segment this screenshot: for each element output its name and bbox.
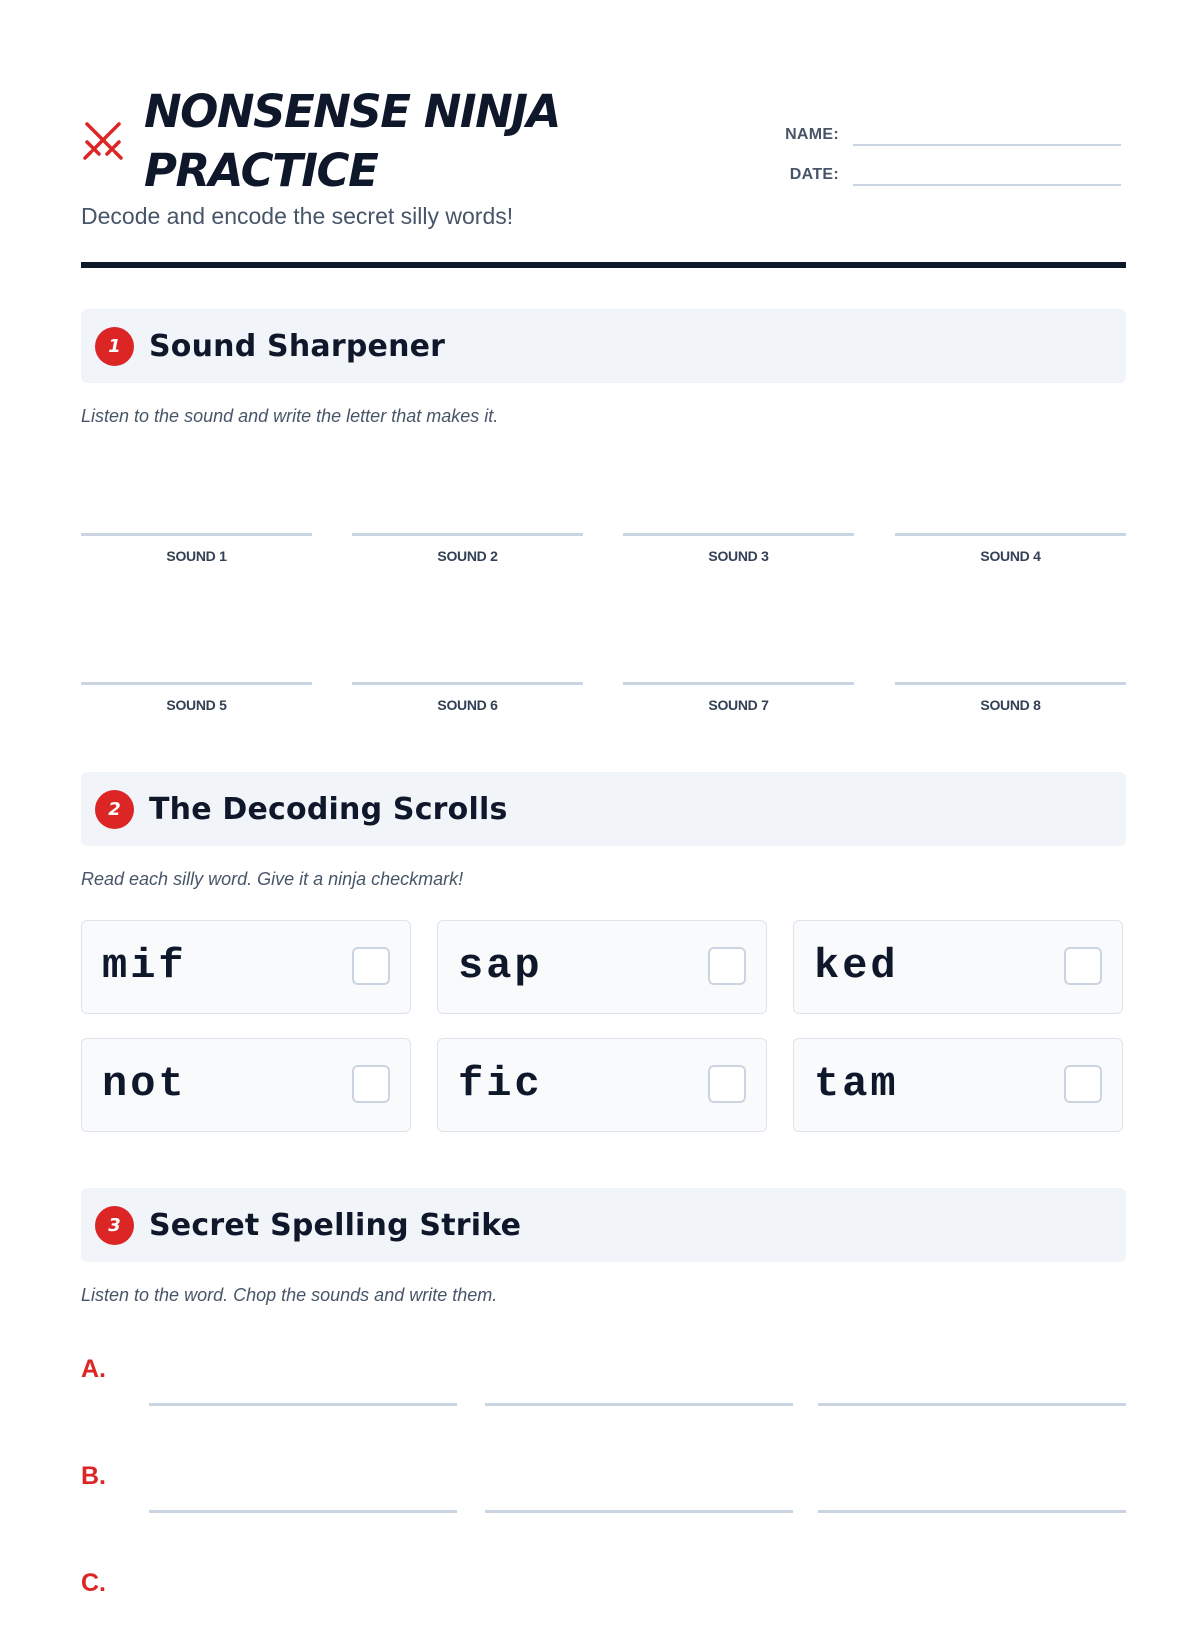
section-3-instruction: Listen to the word. Chop the sounds and write them.	[81, 1285, 498, 1305]
sound-label: SOUND 2	[437, 548, 498, 564]
silly-word: tam	[814, 1060, 899, 1108]
sound-write-line[interactable]	[149, 1510, 457, 1513]
sound-write-line[interactable]	[485, 1510, 793, 1513]
row-letter: B.	[81, 1462, 106, 1490]
sound-write-line[interactable]	[149, 1403, 457, 1406]
sound-label: SOUND 6	[437, 697, 498, 713]
sound-write-line	[895, 533, 1126, 536]
section-3-title: Secret Spelling Strike	[149, 1207, 522, 1243]
sound-label: SOUND 1	[166, 548, 227, 564]
name-label: NAME:	[785, 126, 839, 143]
sound-write-line	[352, 533, 583, 536]
sound-label: SOUND 3	[708, 548, 769, 564]
word-checkbox[interactable]	[1064, 1065, 1102, 1103]
crossed-swords-icon	[81, 118, 125, 162]
word-checkbox[interactable]	[708, 947, 746, 985]
date-label: DATE:	[789, 166, 839, 183]
name-field-row	[785, 122, 1121, 146]
word-card	[437, 920, 767, 1014]
word-card	[437, 1038, 767, 1132]
sound-label: SOUND 5	[166, 697, 227, 713]
section-1-header	[81, 309, 1126, 383]
sound-slot[interactable]	[352, 533, 583, 564]
sound-write-line	[81, 682, 312, 685]
word-checkbox[interactable]	[352, 947, 390, 985]
sound-write-line[interactable]	[485, 1403, 793, 1406]
silly-word: fic	[458, 1060, 543, 1108]
sound-write-line[interactable]	[818, 1510, 1126, 1513]
section-1-number: 1	[95, 327, 134, 366]
sound-slot[interactable]	[352, 682, 583, 713]
section-2-header	[81, 772, 1126, 846]
sound-write-line	[895, 682, 1126, 685]
worksheet-header	[81, 82, 1121, 234]
word-card	[81, 1038, 411, 1132]
word-card	[793, 1038, 1123, 1132]
spelling-row	[81, 1355, 1126, 1415]
sound-label: SOUND 4	[980, 548, 1041, 564]
silly-word: ked	[814, 942, 899, 990]
header-divider	[81, 262, 1126, 268]
silly-word: not	[102, 1060, 187, 1108]
section-2-title: The Decoding Scrolls	[149, 791, 508, 827]
section-3-number: 3	[95, 1206, 134, 1245]
page-subtitle: Decode and encode the secret silly words!	[81, 203, 514, 229]
word-checkbox[interactable]	[352, 1065, 390, 1103]
section-2-number: 2	[95, 790, 134, 829]
section-1-title: Sound Sharpener	[149, 328, 446, 364]
word-card	[793, 920, 1123, 1014]
spelling-row	[81, 1462, 1126, 1522]
sound-write-line[interactable]	[818, 1403, 1126, 1406]
sound-slot[interactable]	[895, 682, 1126, 713]
section-2-instruction: Read each silly word. Give it a ninja checkmark!	[81, 869, 464, 889]
sound-slot[interactable]	[81, 533, 312, 564]
section-3-header	[81, 1188, 1126, 1262]
page-title: NONSENSE NINJA PRACTICE	[144, 85, 560, 197]
date-field[interactable]	[853, 162, 1121, 186]
sound-write-line	[81, 533, 312, 536]
row-letter: C.	[81, 1569, 106, 1597]
word-card	[81, 920, 411, 1014]
word-checkbox[interactable]	[708, 1065, 746, 1103]
sound-write-line	[623, 533, 854, 536]
row-letter: A.	[81, 1355, 106, 1383]
sound-write-line	[623, 682, 854, 685]
spelling-row	[81, 1569, 1126, 1629]
word-checkbox[interactable]	[1064, 947, 1102, 985]
sound-slot[interactable]	[895, 533, 1126, 564]
sound-label: SOUND 8	[980, 697, 1041, 713]
sound-slot[interactable]	[81, 682, 312, 713]
sound-slot[interactable]	[623, 533, 854, 564]
section-1-instruction: Listen to the sound and write the letter that makes it.	[81, 406, 499, 426]
sound-label: SOUND 7	[708, 697, 769, 713]
date-field-row	[790, 162, 1121, 186]
name-field[interactable]	[853, 122, 1121, 146]
sound-slot[interactable]	[623, 682, 854, 713]
silly-word: sap	[458, 942, 543, 990]
silly-word: mif	[102, 942, 187, 990]
sound-write-line	[352, 682, 583, 685]
